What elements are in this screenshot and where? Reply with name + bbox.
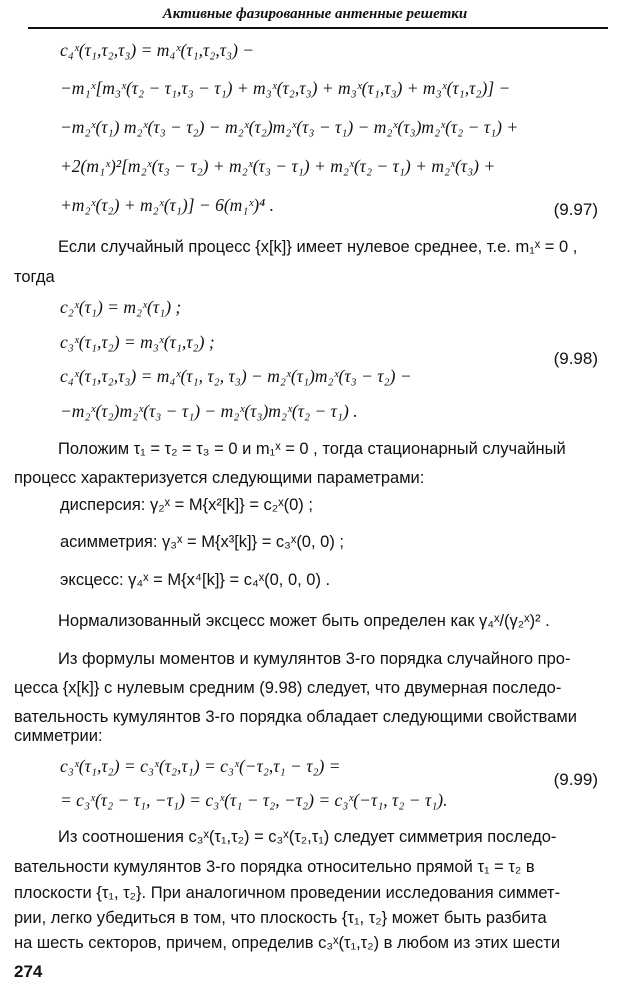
equation-line: c₃ˣ(τ₁,τ₂) = m₃ˣ(τ₁,τ₂) ; (60, 332, 215, 352)
paragraph-line: Из формулы моментов и кумулянтов 3-го порядка случайного про- (58, 650, 571, 668)
equation-line: −m₂ˣ(τ₂)m₂ˣ(τ₃ − τ₁) − m₂ˣ(τ₃)m₂ˣ(τ₂ − τ₁) . (60, 401, 358, 421)
paragraph-line: на шесть секторов, причем, определив c₃ˣ(τ₁,τ₂) в любом из этих шести (14, 934, 561, 952)
equation-number: (9.98) (553, 349, 598, 368)
paragraph-line: рии, легко убедиться в том, что плоскость {τ₁, τ₂} может быть разбита (14, 909, 547, 927)
header-rule (28, 27, 608, 29)
paragraph-line: вательности кумулянтов 3-го порядка относительно прямой τ₁ = τ₂ в (14, 858, 535, 876)
paragraph-line: плоскости {τ₁, τ₂}. При аналогичном проведении исследования симмет- (14, 884, 561, 902)
equation-line: c₂ˣ(τ₁) = m₂ˣ(τ₁) ; (60, 297, 182, 317)
paragraph-line: процесс характеризуется следующими параметрами: (14, 469, 425, 487)
paragraph-line: симметрии: (14, 727, 103, 745)
parameter-line: дисперсия: γ₂ˣ = M{x²[k]} = c₂ˣ(0) ; (60, 496, 313, 514)
page-number: 274 (14, 962, 43, 981)
equation-line: c₃ˣ(τ₁,τ₂) = c₃ˣ(τ₂,τ₁) = c₃ˣ(−τ₂,τ₁ − τ₂) = (60, 756, 341, 776)
paragraph-line: Положим τ₁ = τ₂ = τ₃ = 0 и m₁ˣ = 0 , тогда стационарный случайный (58, 440, 566, 458)
equation-number: (9.97) (553, 200, 598, 219)
running-header: Активные фазированные антенные решетки (162, 6, 468, 22)
equation-line: c₄ˣ(τ₁,τ₂,τ₃) = m₄ˣ(τ₁,τ₂,τ₃) − (60, 40, 255, 60)
paragraph-line: Если случайный процесс {x[k]} имеет нулевое среднее, т.е. m₁ˣ = 0 , (58, 238, 578, 256)
equation-line: +m₂ˣ(τ₂) + m₂ˣ(τ₁)] − 6(m₁ˣ)⁴ . (60, 195, 274, 215)
equation-line: −m₁ˣ[m₃ˣ(τ₂ − τ₁,τ₃ − τ₁) + m₃ˣ(τ₂,τ₃) + m₃ˣ(τ₁,τ₃) + m₃ˣ(τ₁,τ₂)] − (60, 78, 511, 98)
paragraph-line: Нормализованный эксцесс может быть определен как γ₄ˣ/(γ₂ˣ)² . (58, 612, 550, 630)
parameter-line: асимметрия: γ₃ˣ = M{x³[k]} = c₃ˣ(0, 0) ; (60, 533, 344, 551)
paragraph-line: цесса {x[k]} с нулевым средним (9.98) следует, что двумерная последо- (14, 679, 562, 697)
parameter-line: эксцесс: γ₄ˣ = M{x⁴[k]} = c₄ˣ(0, 0, 0) . (60, 571, 331, 589)
paragraph-line: вательность кумулянтов 3-го порядка обладает следующими свойствами (14, 708, 577, 726)
equation-line: c₄ˣ(τ₁,τ₂,τ₃) = m₄ˣ(τ₁, τ₂, τ₃) − m₂ˣ(τ₁)m₂ˣ(τ₃ − τ₂) − (60, 366, 412, 386)
paragraph-line: тогда (14, 268, 55, 286)
equation-line: −m₂ˣ(τ₁) m₂ˣ(τ₃ − τ₂) − m₂ˣ(τ₂)m₂ˣ(τ₃ − τ₁) − m₂ˣ(τ₃)m₂ˣ(τ₂ − τ₁) + (60, 117, 519, 137)
equation-line: = c₃ˣ(τ₂ − τ₁, −τ₁) = c₃ˣ(τ₁ − τ₂, −τ₂) = c₃ˣ(−τ₁, τ₂ − τ₁). (60, 790, 448, 810)
equation-line: +2(m₁ˣ)²[m₂ˣ(τ₃ − τ₂) + m₂ˣ(τ₃ − τ₁) + m₂ˣ(τ₂ − τ₁) + m₂ˣ(τ₃) + (60, 156, 496, 176)
paragraph-line: Из соотношения c₃ˣ(τ₁,τ₂) = c₃ˣ(τ₂,τ₁) следует симметрия последо- (58, 828, 557, 846)
equation-number: (9.99) (553, 770, 598, 789)
